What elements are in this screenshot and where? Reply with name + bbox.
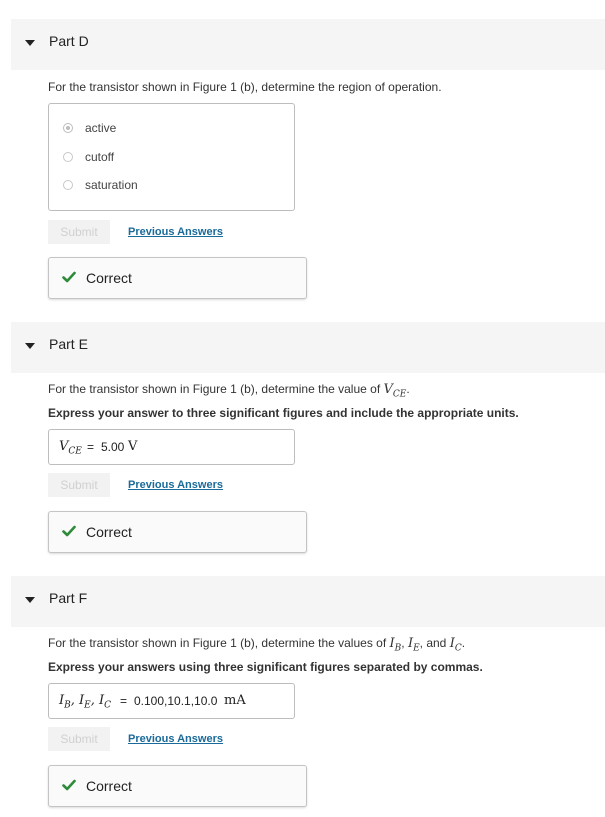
- answer-variable: $V_{CE}$: [59, 439, 82, 457]
- region-options-group: [48, 103, 295, 211]
- check-icon: [62, 270, 76, 284]
- math-variable: $I_C$: [449, 636, 462, 654]
- part-f-instruction: Express your answers using three significant figures separated by commas.: [48, 660, 483, 674]
- answer-unit: mA: [224, 693, 246, 708]
- prompt-text: For the transistor shown in Figure 1 (b), determine the value of: [48, 382, 381, 396]
- math-variable: $I_E$: [407, 636, 420, 654]
- equals-sign: =: [87, 440, 95, 454]
- part-e-submit-button[interactable]: Submit: [48, 473, 110, 497]
- collapse-caret-icon[interactable]: [25, 343, 35, 349]
- part-f-feedback: [48, 765, 307, 807]
- part-e-previous-answers-link[interactable]: Previous Answers: [128, 479, 223, 491]
- prompt-text: For the transistor shown in Figure 1 (b), determine the values of: [48, 636, 387, 650]
- part-e-title: Part E: [49, 336, 88, 352]
- radio-checked-icon[interactable]: [63, 123, 73, 133]
- collapse-caret-icon[interactable]: [25, 40, 35, 46]
- part-f-header[interactable]: [11, 576, 605, 627]
- feedback-text: Correct: [86, 524, 132, 540]
- option-label: saturation: [85, 178, 138, 192]
- feedback-text: Correct: [86, 778, 132, 794]
- part-d-submit-button[interactable]: Submit: [48, 220, 110, 244]
- part-d-title: Part D: [49, 33, 89, 49]
- part-d-feedback: [48, 257, 307, 299]
- check-icon: [62, 778, 76, 792]
- part-e-header[interactable]: [11, 322, 605, 373]
- part-d-previous-answers-link[interactable]: Previous Answers: [128, 226, 223, 238]
- part-f-prompt: For the transistor shown in Figure 1 (b), determine the values of $I_B$, $I_E$, and $I_C$.: [48, 636, 466, 654]
- option-label: active: [85, 121, 117, 135]
- answer-value: 5.00: [101, 440, 125, 454]
- part-e-prompt: For the transistor shown in Figure 1 (b), determine the value of $V_{CE}$.: [48, 382, 410, 400]
- part-d-prompt: For the transistor shown in Figure 1 (b), determine the region of operation.: [48, 80, 442, 94]
- check-icon: [62, 524, 76, 538]
- radio-icon[interactable]: [63, 152, 73, 162]
- answer-value: 0.100,10.1,10.0: [134, 694, 218, 708]
- part-d-header[interactable]: [11, 19, 605, 70]
- collapse-caret-icon[interactable]: [25, 597, 35, 603]
- part-f-previous-answers-link[interactable]: Previous Answers: [128, 733, 223, 745]
- part-f-title: Part F: [49, 590, 88, 606]
- math-variable: $I_B$: [389, 636, 402, 654]
- feedback-text: Correct: [86, 270, 132, 286]
- equals-sign: =: [120, 694, 128, 708]
- part-f-answer-field[interactable]: [48, 683, 295, 719]
- radio-icon[interactable]: [63, 180, 73, 190]
- part-e-feedback: [48, 511, 307, 553]
- math-variable: $V_{CE}$: [383, 382, 407, 400]
- answer-variables: $I_B$, $I_E$, $I_C$: [59, 693, 112, 711]
- option-label: cutoff: [85, 150, 115, 164]
- part-f-submit-button[interactable]: Submit: [48, 727, 110, 751]
- part-e-answer-field[interactable]: [48, 429, 295, 465]
- answer-unit: V: [128, 439, 138, 454]
- part-e-instruction: Express your answer to three significant figures and include the appropriate units.: [48, 406, 519, 420]
